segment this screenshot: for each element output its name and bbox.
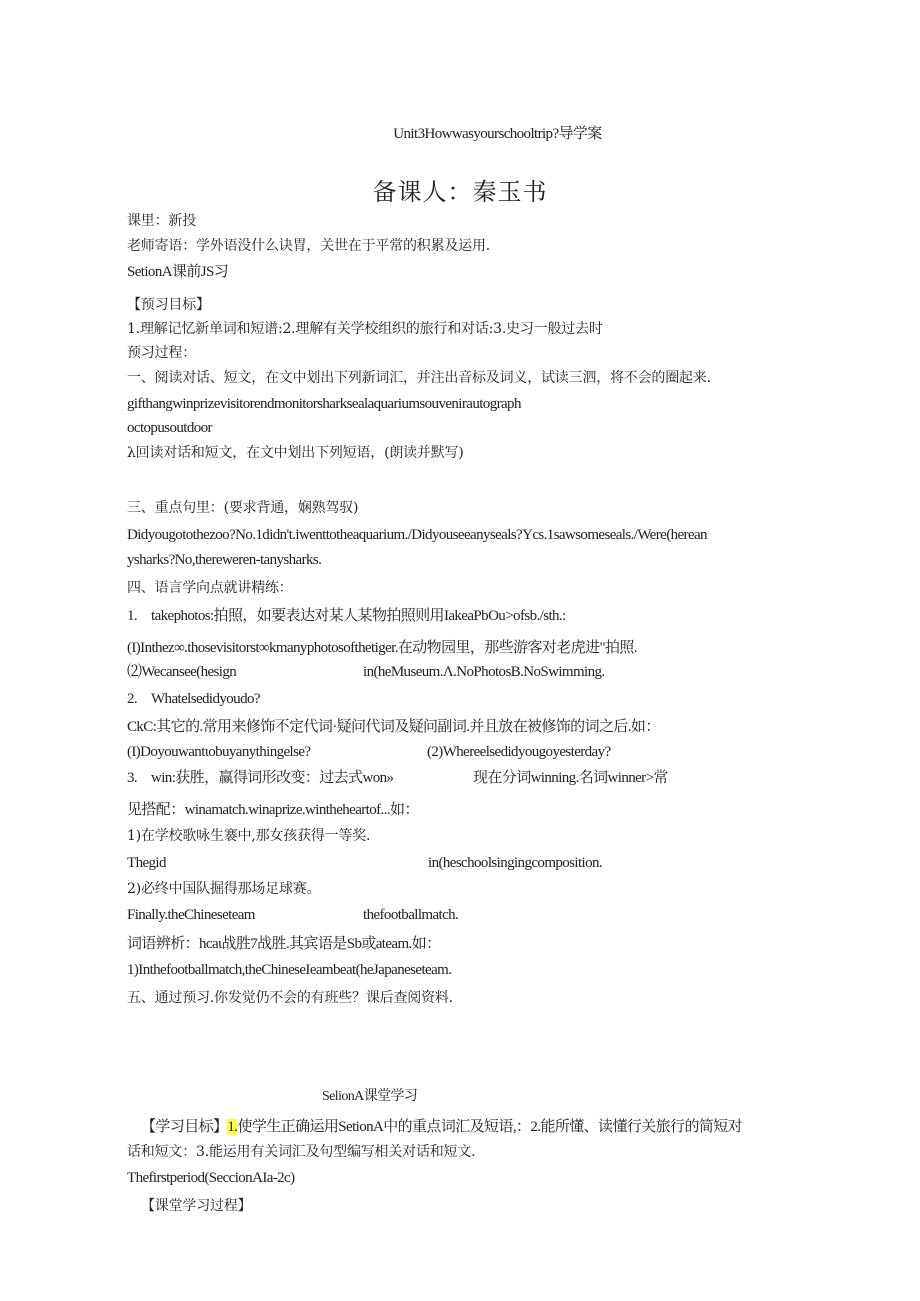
review-step-5: 五、通过预习.你发觉仍不会的有班些？课后查阅资料. bbox=[127, 990, 453, 1006]
vocabulary-line-2: octopusoutdoor bbox=[127, 420, 212, 436]
point-1-example-1: (I)Inthez∞.thosevisitorst∞kmanyphotosofthetiger.在动物园里，那些游客对老虎进"拍照. bbox=[127, 640, 637, 656]
classroom-goals-text: 使学生正确运用SetionA中的重点词汇及短语,：2.能所懂、读懂行关旅行的简短对 bbox=[237, 1119, 743, 1135]
point-3-example-2-en-b: thefootballmatch. bbox=[363, 907, 459, 923]
highlighted-number: 1. bbox=[227, 1119, 238, 1135]
classroom-goals-heading: 【学习目标】 bbox=[141, 1119, 228, 1135]
teacher-message: 老师寄语：学外语没什么诀胃，关世在于平常的积累及运用. bbox=[127, 238, 491, 254]
point-3-number: 3. bbox=[127, 770, 138, 786]
preview-goals: 1.理解记忆新单词和短谱:2.理解有关学校组织的旅行和对话:3.史习一般过去时 bbox=[127, 321, 603, 337]
classroom-process-heading: 【课堂学习过程】 bbox=[141, 1198, 252, 1214]
author-line: 备课人：秦玉书 bbox=[372, 178, 548, 206]
classroom-goals-continued: 话和短文：3.能运用有关词汇及句型编写相关对话和短文. bbox=[127, 1144, 476, 1160]
point-3-text-b: 现在分词winning.名词winner>常 bbox=[473, 770, 668, 786]
point-2-example-1: (I)Doyouwantιobuyanythingelse? bbox=[127, 744, 311, 760]
preview-step-2: λ回读对话和短文，在文中划出下列短语，(朗读并默写) bbox=[127, 445, 464, 461]
key-sentences-heading: 三、重点句里：(要求背通，娴熟驾驭) bbox=[127, 500, 359, 516]
point-2-number: 2. bbox=[127, 691, 138, 707]
point-3-example-1-en-a: Thegid bbox=[127, 855, 166, 871]
preview-goals-heading: 【预习目标】 bbox=[127, 297, 210, 313]
first-period-heading: Thefirstperiod(SeccionAIa-2c) bbox=[127, 1170, 295, 1186]
point-1-example-2a: ⑵Wecansee(hesign bbox=[127, 664, 237, 680]
point-2-text: Whatelsedidyoudo? bbox=[151, 691, 260, 707]
key-sentences-line-2: ysharks?No,thereweren-tanysharks. bbox=[127, 552, 322, 568]
point-3-example-2-cn: 2)必终中国队掘得那场足球赛。 bbox=[127, 881, 321, 897]
point-1-example-2b: in(heMuseum.Λ.NoPhotosB.NoSwimming. bbox=[363, 664, 605, 680]
classroom-goals bbox=[141, 1117, 742, 1137]
section-a-pre-heading: SetionA课前JS习 bbox=[127, 264, 229, 280]
lesson-type: 课里：新投 bbox=[127, 213, 196, 229]
point-3-collocations: 见搭配：winamatch.winaprize.wintheheartof...如： bbox=[127, 802, 419, 818]
word-comparison-example: 1)Inthefootballmatch,theChineseIeambeat(heJapaneseteam. bbox=[127, 962, 452, 978]
point-3-example-2-en-a: Finally.theChineseteam bbox=[127, 907, 255, 923]
document-title: Unit3Howwasyourschooltrip?导学案 bbox=[393, 126, 602, 142]
point-3-example-1-en-b: in(heschoolsingingcomposition. bbox=[428, 855, 603, 871]
point-3-example-1-cn: 1)在学校歌咏生褰中,那女孩获得一等奖. bbox=[127, 828, 371, 844]
classroom-section-title-text: SelionA课堂学习 bbox=[322, 1089, 418, 1104]
language-points-heading: 四、语言学向点就讲精练： bbox=[127, 580, 293, 596]
point-2-note: CkC:其它的.常用来修饰不定代词·疑问代词及疑问副词.并且放在被修饰的词之后.如： bbox=[127, 719, 660, 735]
word-comparison: 词语辨析：hcaι战胜7战胜.其宾语是Sb或ateam.如： bbox=[127, 936, 441, 952]
preview-step-1: 一、阅读对话、短文，在文中划出下列新词汇，并注出音标及词义，试读三泗，将不会的圈起来. bbox=[127, 370, 711, 386]
vocabulary-line-1: gifthangwinprizevisitorendmonitorsharksealaquariumsouvenirautograph bbox=[127, 396, 521, 412]
point-3-text-a: win:获胜，赢得词形改变：过去式won» bbox=[151, 770, 394, 786]
point-1-number: 1. bbox=[127, 608, 138, 624]
key-sentences-line-1: Didyougotothezoo?No.1didn't.iwenttotheaquarium./Didyouseeanyseals?Ycs.1sawsomeseals./Were(herean bbox=[127, 527, 707, 543]
point-1-text: takephotos:拍照，如要表达对某人某物拍照则用IakeaPbOu>ofsb./sth.: bbox=[151, 608, 566, 624]
point-2-example-2: (2)Whereelsedidyougoyesterday? bbox=[427, 744, 611, 760]
preview-process-heading: 预习过程： bbox=[127, 345, 196, 361]
